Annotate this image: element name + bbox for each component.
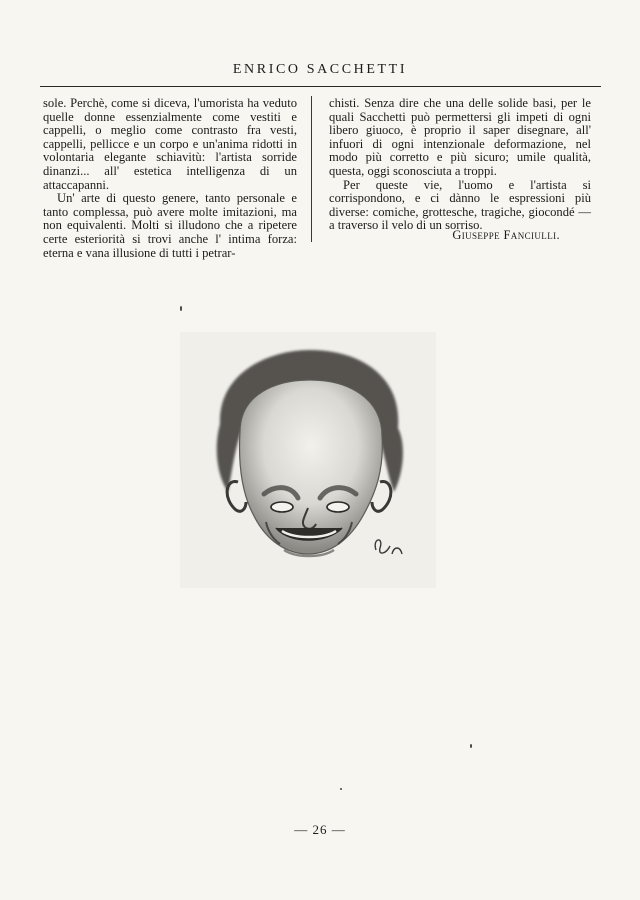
right-text-column [329, 97, 591, 233]
caricature-illustration [180, 332, 436, 588]
print-speck [470, 744, 472, 748]
column-divider [311, 96, 312, 242]
paragraph: chisti. Senza dire che una delle solide basi, per le quali Sacchetti può permettersi gli impeti di ogni libero giuoco, è proprio il saper disegnare, all' infuori di ogni intenzionale deformazione, nel modo più corretto e più sicuro; umile qualità, questa, oggi sconosciuta a troppi. [329, 96, 591, 178]
paragraph: Un' arte di questo genere, tanto personale e tanto complessa, può avere molte imitazioni, ma non equivalenti. Molti si illudono che a ripetere certe esteriorità si trovi anche l' intima forza: eterna e vana illusione di tutti i petrar- [43, 191, 297, 260]
paragraph: Per queste vie, l'uomo e l'artista si corrispondono, e ci dànno le espressioni più diverse: comiche, grottesche, tragiche, giocondé — a traverso il velo di un sorriso. [329, 177, 591, 233]
header-rule [40, 86, 601, 87]
running-head: ENRICO SACCHETTI [232, 62, 408, 77]
print-speck [340, 788, 342, 790]
print-speck [180, 306, 182, 311]
author-signature: Giuseppe Fanciulli. [452, 228, 560, 242]
paragraph: sole. Perchè, come si diceva, l'umorista ha veduto quelle donne essenzialmente come vestiti e cappelli, o meglio come contrasto fra vesti, cappelli, pellicce e un corpo e un'anima ridotti in volontaria elegante schiavitù: l'artista sorride dinanzi... all' estetica intelligenza di un attaccapanni. [43, 96, 297, 192]
left-text-column [43, 97, 297, 260]
caricature-head-drawing [180, 332, 436, 588]
page-number: — 26 — [294, 822, 346, 837]
